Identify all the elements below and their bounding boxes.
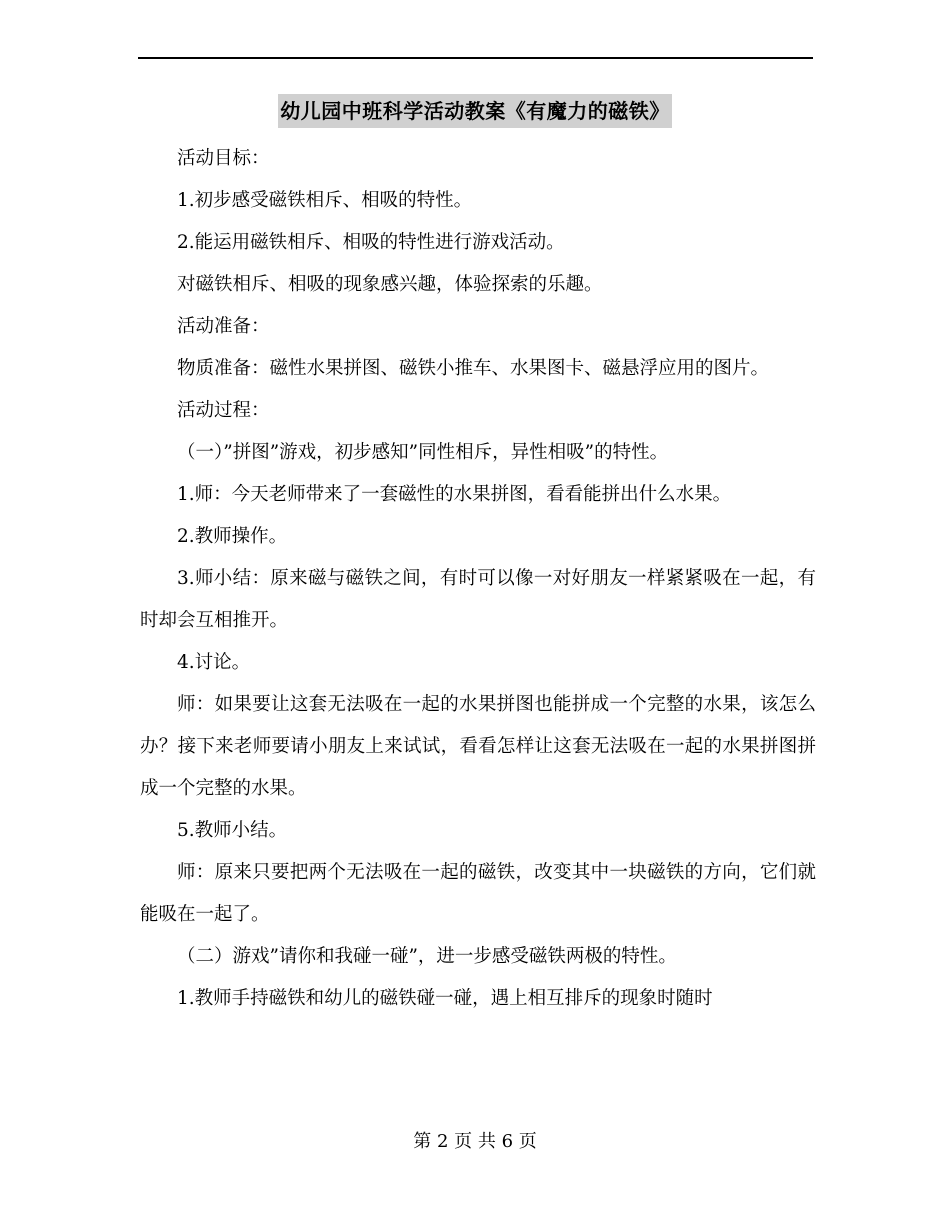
paragraph: 5.教师小结。 (177, 820, 288, 841)
paragraph: 2.教师操作。 (177, 526, 288, 547)
paragraph: 1.初步感受磁铁相斥、相吸的特性。 (177, 190, 473, 211)
document-body (140, 138, 816, 1020)
header-rule (138, 57, 813, 59)
paragraph: 活动准备： (177, 316, 270, 337)
paragraph: 物质准备：磁性水果拼图、磁铁小推车、水果图卡、磁悬浮应用的图片。 (177, 358, 770, 379)
paragraph: 师：原来只要把两个无法吸在一起的磁铁，改变其中一块磁铁的方向，它们就能吸在一起了。 (140, 862, 816, 925)
document-title: 幼儿园中班科学活动教案《有魔力的磁铁》 (278, 94, 672, 128)
paragraph: 师：如果要让这套无法吸在一起的水果拼图也能拼成一个完整的水果，该怎么办？接下来老师要请小朋友上来试试，看看怎样让这套无法吸在一起的水果拼图拼成一个完整的水果。 (140, 694, 816, 799)
paragraph: 2.能运用磁铁相斥、相吸的特性进行游戏活动。 (177, 232, 565, 253)
paragraph: 对磁铁相斥、相吸的现象感兴趣，体验探索的乐趣。 (177, 274, 603, 295)
page-number: 第 2 页 共 6 页 (413, 1131, 537, 1152)
paragraph: 4.讨论。 (177, 652, 251, 673)
title-container (0, 94, 950, 128)
paragraph: 活动过程： (177, 400, 270, 421)
paragraph: 1.教师手持磁铁和幼儿的磁铁碰一碰，遇上相互排斥的现象时随时 (177, 988, 713, 1009)
paragraph: 活动目标： (177, 148, 270, 169)
paragraph: 3.师小结：原来磁与磁铁之间，有时可以像一对好朋友一样紧紧吸在一起，有时却会互相推开。 (140, 568, 816, 631)
paragraph: 1.师：今天老师带来了一套磁性的水果拼图，看看能拼出什么水果。 (177, 484, 732, 505)
paragraph: （二）游戏”请你和我碰一碰”，进一步感受磁铁两极的特性。 (177, 946, 677, 967)
paragraph: （一）”拼图”游戏，初步感知”同性相斥，异性相吸”的特性。 (177, 442, 669, 463)
